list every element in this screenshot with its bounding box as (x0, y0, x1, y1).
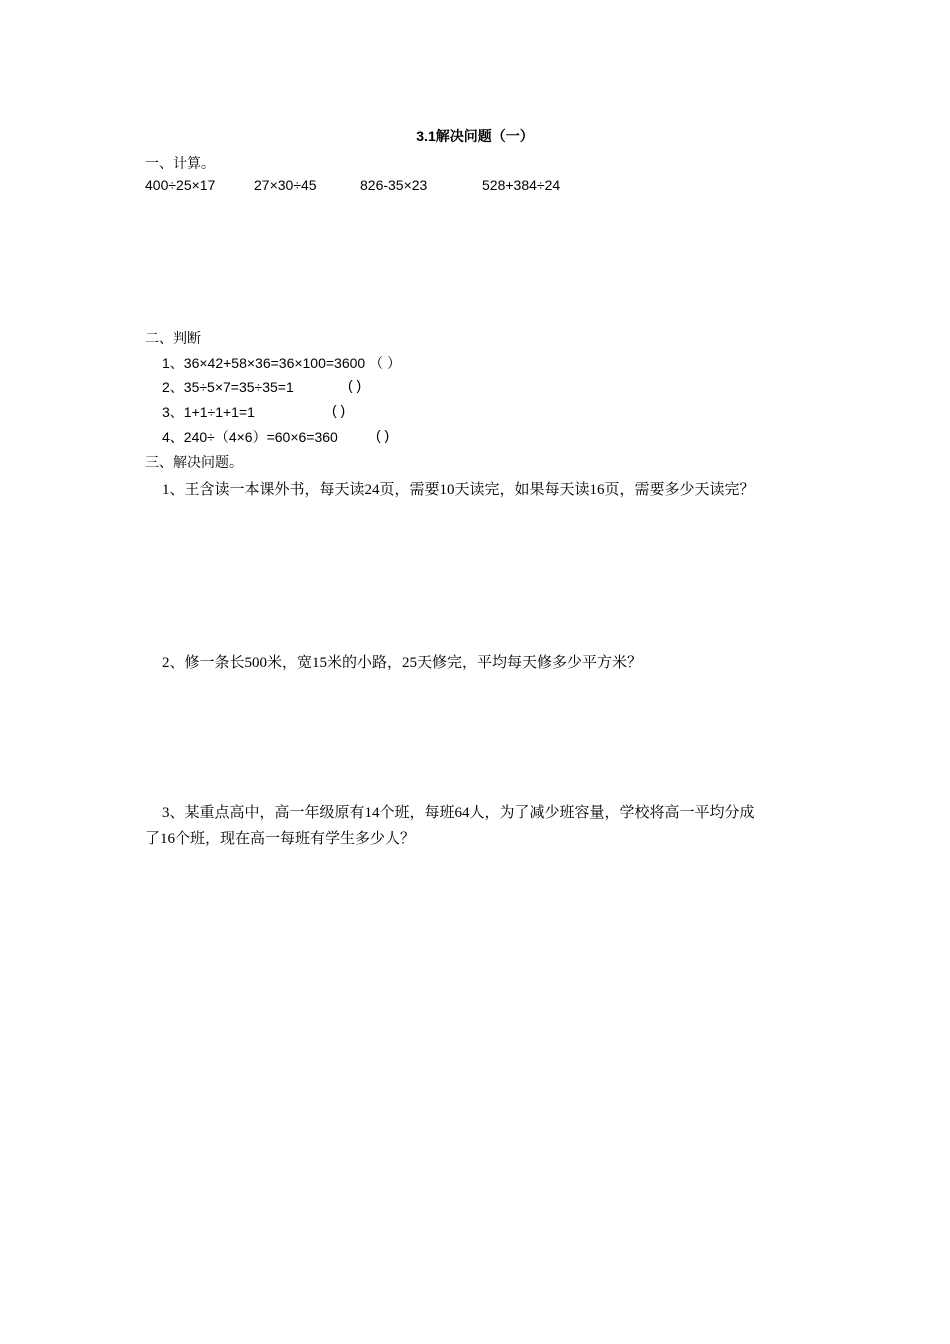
section-1-heading: 一、计算。 (145, 155, 215, 171)
judge-item-1-answer-blank[interactable]: （ ） (369, 355, 401, 371)
judge-item-3-answer-blank[interactable]: ( ) (332, 402, 346, 418)
problem-2: 2、修一条长500米，宽15米的小路，25天修完，平均每天修多少平方米？ (162, 655, 643, 671)
judge-item-3-text: 3、1+1÷1+1=1 (162, 404, 255, 420)
calc-item-4: 528+384÷24 (482, 177, 561, 193)
calc-item-3: 826-35×23 (360, 177, 428, 193)
section-3-heading: 三、解决问题。 (145, 454, 243, 470)
calc-item-1: 400÷25×17 (145, 177, 216, 193)
problem-3-line-1: 3、某重点高中，高一年级原有14个班，每班64人，为了减少班容量，学校将高一平均分成 (162, 805, 755, 821)
judge-item-1-text: 1、36×42+58×36=36×100=3600 (162, 355, 366, 371)
section-2-heading: 二、判断 (145, 330, 201, 346)
calc-item-2: 27×30÷45 (254, 177, 317, 193)
problem-3-line-2: 了16个班，现在高一每班有学生多少人？ (145, 831, 416, 847)
judge-item-1 (162, 353, 401, 373)
judge-item-4-text: 4、240÷（4×6）=60×6=360 (162, 429, 338, 445)
page-title: 3.1解决问题（一） (416, 128, 534, 144)
judge-item-4 (162, 427, 390, 447)
problem-1: 1、王含读一本课外书，每天读24页，需要10天读完，如果每天读16页，需要多少天读完？ (162, 482, 755, 498)
judge-item-4-answer-blank[interactable]: ( ) (376, 427, 390, 443)
judge-item-2-text: 2、35÷5×7=35÷35=1 (162, 379, 294, 395)
judge-item-3 (162, 402, 346, 422)
judge-item-2-answer-blank[interactable]: ( ) (348, 377, 362, 393)
judge-item-2 (162, 377, 362, 397)
